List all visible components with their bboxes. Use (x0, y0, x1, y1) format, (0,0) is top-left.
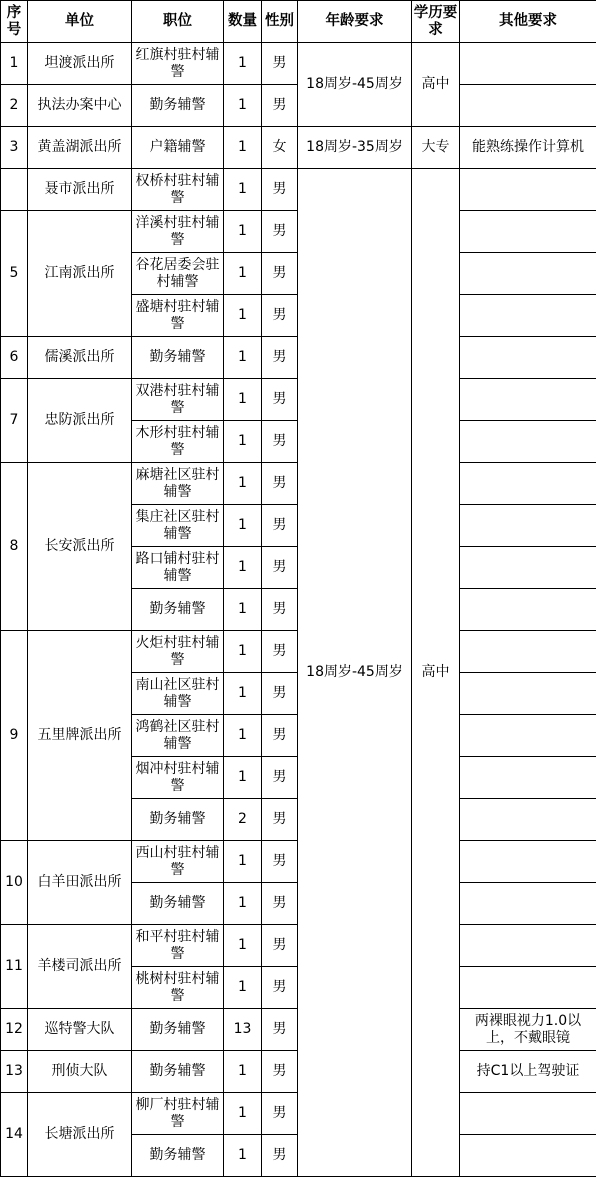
unit-name: 长塘派出所 (28, 1093, 132, 1177)
other-requirement (460, 757, 596, 799)
other-requirement (460, 505, 596, 547)
post-name: 集庄社区驻村辅警 (132, 505, 224, 547)
other-requirement (460, 295, 596, 337)
post-name: 西山村驻村辅警 (132, 841, 224, 883)
post-count: 1 (224, 1135, 262, 1177)
row-seq: 3 (1, 127, 28, 169)
post-gender: 男 (262, 1135, 298, 1177)
unit-name: 聂市派出所 (28, 169, 132, 211)
other-requirement (460, 967, 596, 1009)
header-unit: 单位 (28, 1, 132, 43)
row-seq: 1 (1, 43, 28, 85)
post-gender: 男 (262, 1009, 298, 1051)
other-requirement (460, 841, 596, 883)
other-requirement (460, 43, 596, 85)
post-count: 1 (224, 253, 262, 295)
post-count: 1 (224, 757, 262, 799)
other-requirement (460, 715, 596, 757)
row-seq: 14 (1, 1093, 28, 1177)
post-count: 1 (224, 295, 262, 337)
post-gender: 男 (262, 799, 298, 841)
other-requirement (460, 547, 596, 589)
unit-name: 坦渡派出所 (28, 43, 132, 85)
table-row (1, 169, 596, 211)
unit-name: 刑侦大队 (28, 1051, 132, 1093)
post-name: 勤务辅警 (132, 337, 224, 379)
post-gender: 男 (262, 757, 298, 799)
header-post: 职位 (132, 1, 224, 43)
post-name: 洋溪村驻村辅警 (132, 211, 224, 253)
post-gender: 男 (262, 883, 298, 925)
post-gender: 男 (262, 967, 298, 1009)
row-seq: 7 (1, 379, 28, 463)
header-edu: 学历要求 (412, 1, 460, 43)
row-seq: 6 (1, 337, 28, 379)
age-requirement-b: 18周岁-35周岁 (298, 127, 412, 169)
other-requirement (460, 673, 596, 715)
post-gender: 男 (262, 421, 298, 463)
post-name: 南山社区驻村辅警 (132, 673, 224, 715)
post-count: 1 (224, 967, 262, 1009)
post-gender: 男 (262, 169, 298, 211)
table-row (1, 43, 596, 85)
header-seq: 序号 (1, 1, 28, 43)
table-body (1, 43, 596, 1177)
post-name: 谷花居委会驻村辅警 (132, 253, 224, 295)
post-name: 户籍辅警 (132, 127, 224, 169)
post-name: 烟冲村驻村辅警 (132, 757, 224, 799)
other-requirement (460, 589, 596, 631)
post-gender: 男 (262, 547, 298, 589)
post-count: 1 (224, 631, 262, 673)
other-requirement (460, 799, 596, 841)
post-name: 勤务辅警 (132, 1009, 224, 1051)
post-count: 1 (224, 1051, 262, 1093)
post-count: 1 (224, 379, 262, 421)
post-gender: 女 (262, 127, 298, 169)
other-requirement (460, 211, 596, 253)
row-seq (1, 169, 28, 211)
post-gender: 男 (262, 631, 298, 673)
row-seq: 5 (1, 211, 28, 337)
other-requirement (460, 925, 596, 967)
post-name: 权桥村驻村辅警 (132, 169, 224, 211)
post-count: 1 (224, 43, 262, 85)
post-name: 勤务辅警 (132, 799, 224, 841)
header-gender: 性别 (262, 1, 298, 43)
post-gender: 男 (262, 505, 298, 547)
unit-name: 儒溪派出所 (28, 337, 132, 379)
post-gender: 男 (262, 673, 298, 715)
other-requirement (460, 1093, 596, 1135)
post-gender: 男 (262, 211, 298, 253)
post-count: 13 (224, 1009, 262, 1051)
post-name: 勤务辅警 (132, 85, 224, 127)
post-count: 1 (224, 463, 262, 505)
edu-requirement-c: 高中 (412, 169, 460, 1177)
post-name: 勤务辅警 (132, 1051, 224, 1093)
post-gender: 男 (262, 463, 298, 505)
post-name: 勤务辅警 (132, 883, 224, 925)
post-gender: 男 (262, 841, 298, 883)
post-count: 2 (224, 799, 262, 841)
post-count: 1 (224, 169, 262, 211)
other-requirement (460, 883, 596, 925)
other-requirement (460, 1135, 596, 1177)
post-count: 1 (224, 85, 262, 127)
post-count: 1 (224, 127, 262, 169)
post-gender: 男 (262, 295, 298, 337)
post-name: 双港村驻村辅警 (132, 379, 224, 421)
other-requirement (460, 421, 596, 463)
other-requirement: 能熟练操作计算机 (460, 127, 596, 169)
age-requirement-a: 18周岁-45周岁 (298, 43, 412, 127)
post-count: 1 (224, 715, 262, 757)
edu-requirement-a: 高中 (412, 43, 460, 127)
post-gender: 男 (262, 43, 298, 85)
post-count: 1 (224, 883, 262, 925)
unit-name: 白羊田派出所 (28, 841, 132, 925)
post-count: 1 (224, 673, 262, 715)
post-count: 1 (224, 841, 262, 883)
row-seq: 11 (1, 925, 28, 1009)
post-gender: 男 (262, 589, 298, 631)
unit-name: 忠防派出所 (28, 379, 132, 463)
edu-requirement-b: 大专 (412, 127, 460, 169)
post-name: 勤务辅警 (132, 589, 224, 631)
row-seq: 13 (1, 1051, 28, 1093)
header-count: 数量 (224, 1, 262, 43)
post-gender: 男 (262, 1093, 298, 1135)
post-count: 1 (224, 421, 262, 463)
other-requirement (460, 85, 596, 127)
post-name: 火炬村驻村辅警 (132, 631, 224, 673)
post-gender: 男 (262, 337, 298, 379)
header-age: 年龄要求 (298, 1, 412, 43)
other-requirement (460, 169, 596, 211)
post-name: 麻塘社区驻村辅警 (132, 463, 224, 505)
row-seq: 9 (1, 631, 28, 841)
post-name: 和平村驻村辅警 (132, 925, 224, 967)
post-name: 路口铺村驻村辅警 (132, 547, 224, 589)
other-requirement (460, 463, 596, 505)
post-gender: 男 (262, 925, 298, 967)
other-requirement (460, 379, 596, 421)
other-requirement: 两裸眼视力1.0以上，不戴眼镜 (460, 1009, 596, 1051)
post-name: 柳厂村驻村辅警 (132, 1093, 224, 1135)
post-name: 木形村驻村辅警 (132, 421, 224, 463)
unit-name: 巡特警大队 (28, 1009, 132, 1051)
post-gender: 男 (262, 253, 298, 295)
other-requirement (460, 631, 596, 673)
row-seq: 10 (1, 841, 28, 925)
post-name: 盛塘村驻村辅警 (132, 295, 224, 337)
post-name: 勤务辅警 (132, 1135, 224, 1177)
post-gender: 男 (262, 85, 298, 127)
other-requirement: 持C1以上驾驶证 (460, 1051, 596, 1093)
unit-name: 五里牌派出所 (28, 631, 132, 841)
row-seq: 8 (1, 463, 28, 631)
unit-name: 江南派出所 (28, 211, 132, 337)
other-requirement (460, 337, 596, 379)
other-requirement (460, 253, 596, 295)
header-row (1, 1, 596, 43)
post-gender: 男 (262, 1051, 298, 1093)
post-count: 1 (224, 547, 262, 589)
post-count: 1 (224, 337, 262, 379)
post-count: 1 (224, 1093, 262, 1135)
post-name: 鸿鹤社区驻村辅警 (132, 715, 224, 757)
row-seq: 2 (1, 85, 28, 127)
post-count: 1 (224, 925, 262, 967)
age-requirement-c: 18周岁-45周岁 (298, 169, 412, 1177)
row-seq: 12 (1, 1009, 28, 1051)
post-name: 红旗村驻村辅警 (132, 43, 224, 85)
post-name: 桃树村驻村辅警 (132, 967, 224, 1009)
post-gender: 男 (262, 379, 298, 421)
table-row (1, 127, 596, 169)
post-count: 1 (224, 505, 262, 547)
unit-name: 羊楼司派出所 (28, 925, 132, 1009)
header-other: 其他要求 (460, 1, 596, 43)
post-gender: 男 (262, 715, 298, 757)
unit-name: 长安派出所 (28, 463, 132, 631)
unit-name: 黄盖湖派出所 (28, 127, 132, 169)
unit-name: 执法办案中心 (28, 85, 132, 127)
post-count: 1 (224, 589, 262, 631)
post-count: 1 (224, 211, 262, 253)
